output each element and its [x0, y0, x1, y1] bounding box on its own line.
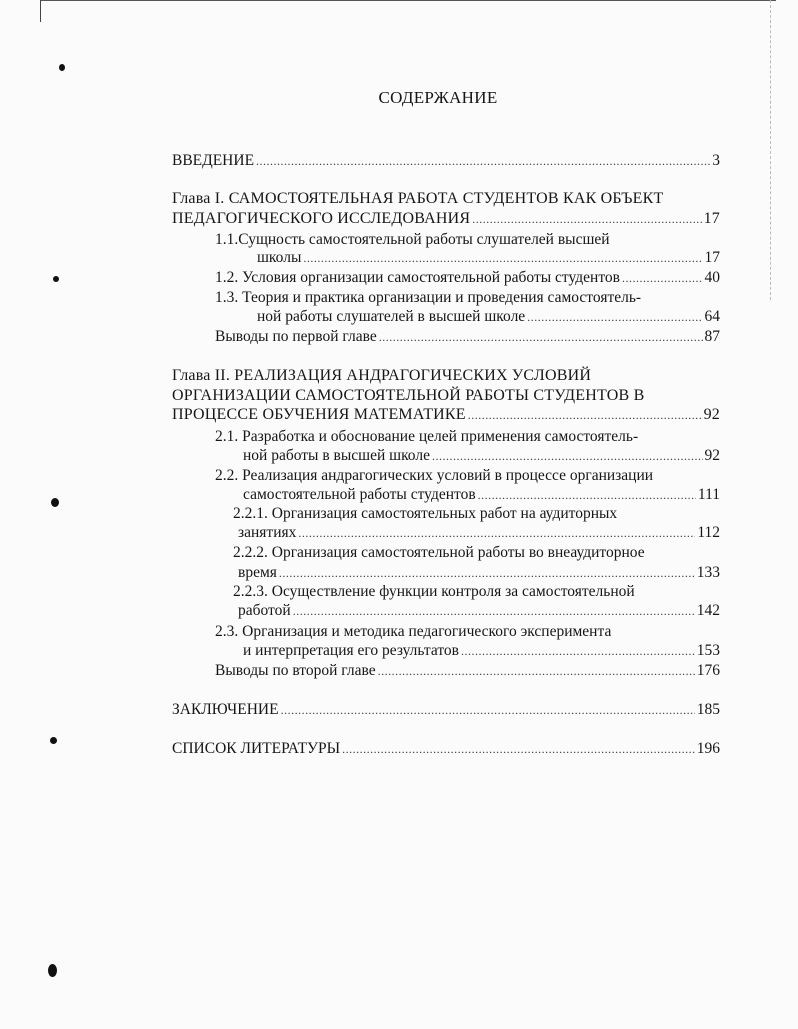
- dot-leader: [622, 268, 703, 288]
- dot-leader: [279, 563, 695, 583]
- chapter-2-heading: Глава II. РЕАЛИЗАЦИЯ АНДРАГОГИЧЕСКИХ УСЛОВИЙ: [172, 367, 592, 384]
- scan-speck: [50, 737, 57, 744]
- dot-leader: [527, 307, 702, 327]
- scan-border-top: [40, 0, 776, 2]
- dot-leader: [298, 523, 695, 543]
- page-title: СОДЕРЖАНИЕ: [378, 88, 498, 107]
- toc-entry-chapter-2[interactable]: ПРОЦЕССЕ ОБУЧЕНИЯ МАТЕМАТИКЕ ..... 92: [172, 405, 720, 425]
- toc-entry-references[interactable]: СПИСОК ЛИТЕРАТУРЫ ..... 196: [172, 739, 720, 759]
- toc-entry-2-1[interactable]: ной работы в высшей школе ..... 92: [243, 446, 720, 466]
- scan-border-right: [770, 0, 771, 300]
- scan-border-left: [40, 0, 41, 22]
- toc-entry-1-1[interactable]: школы ..... 17: [257, 248, 720, 268]
- section-1-3-line: 1.3. Теория и практика организации и проведения самостоятель-: [215, 289, 642, 306]
- toc-entry-conclusion-2[interactable]: Выводы по второй главе ..... 176: [215, 661, 720, 681]
- dot-leader: [303, 248, 702, 268]
- dot-leader: [256, 151, 710, 171]
- toc-entry-2-2-1[interactable]: занятиях ..... 112: [238, 523, 720, 543]
- scan-speck: [51, 498, 59, 507]
- section-2-2-3-line: 2.2.3. Осуществление функции контроля за самостоятельной: [233, 583, 635, 600]
- toc-entry-1-2[interactable]: 1.2. Условия организации самостоятельной работы студентов ..... 40: [215, 268, 720, 288]
- section-1-1-line: 1.1.Сущность самостоятельной работы слушателей высшей: [215, 231, 610, 248]
- scan-speck: [59, 64, 65, 71]
- chapter-1-heading: Глава I. САМОСТОЯТЕЛЬНАЯ РАБОТА СТУДЕНТОВ КАК ОБЪЕКТ: [172, 190, 664, 207]
- toc-entry-2-2-3[interactable]: работой ..... 142: [238, 601, 720, 621]
- dot-leader: [293, 601, 695, 621]
- section-2-1-line: 2.1. Разработка и обоснование целей применения самостоятель-: [215, 428, 639, 445]
- section-2-2-1-line: 2.2.1. Организация самостоятельных работ на аудиторных: [233, 505, 618, 522]
- toc-entry-2-3[interactable]: и интерпретация его результатов ..... 153: [243, 641, 720, 661]
- toc-entry-final[interactable]: ЗАКЛЮЧЕНИЕ ..... 185: [172, 700, 720, 720]
- toc-entry-intro[interactable]: ВВЕДЕНИЕ ..... 3: [172, 151, 720, 171]
- toc-entry-1-3[interactable]: ной работы слушателей в высшей школе ..... 64: [257, 307, 720, 327]
- dot-leader: [472, 209, 701, 229]
- dot-leader: [461, 641, 695, 661]
- section-2-2-2-line: 2.2.2. Организация самостоятельной работы во внеаудиторное: [233, 544, 645, 561]
- dot-leader: [432, 446, 703, 466]
- section-2-3-line: 2.3. Организация и методика педагогического эксперимента: [215, 623, 612, 640]
- scan-speck: [48, 964, 57, 977]
- toc-entry-chapter-1[interactable]: ПЕДАГОГИЧЕСКОГО ИССЛЕДОВАНИЯ ..... 17: [172, 209, 720, 229]
- toc-entry-conclusion-1[interactable]: Выводы по первой главе ..... 87: [215, 327, 720, 347]
- chapter-2-heading-line2: ОРГАНИЗАЦИИ САМОСТОЯТЕЛЬНОЙ РАБОТЫ СТУДЕНТОВ В: [172, 387, 645, 404]
- scan-speck: [53, 276, 59, 282]
- dot-leader: [468, 405, 702, 425]
- dot-leader: [378, 661, 695, 681]
- dot-leader: [342, 739, 695, 759]
- dot-leader: [281, 700, 695, 720]
- toc-entry-2-2[interactable]: самостоятельной работы студентов ..... 111: [243, 485, 720, 505]
- dot-leader: [379, 327, 703, 347]
- dot-leader: [478, 485, 696, 505]
- section-2-2-line: 2.2. Реализация андрагогических условий в процессе организации: [215, 467, 654, 484]
- toc-entry-2-2-2[interactable]: время ..... 133: [238, 563, 720, 583]
